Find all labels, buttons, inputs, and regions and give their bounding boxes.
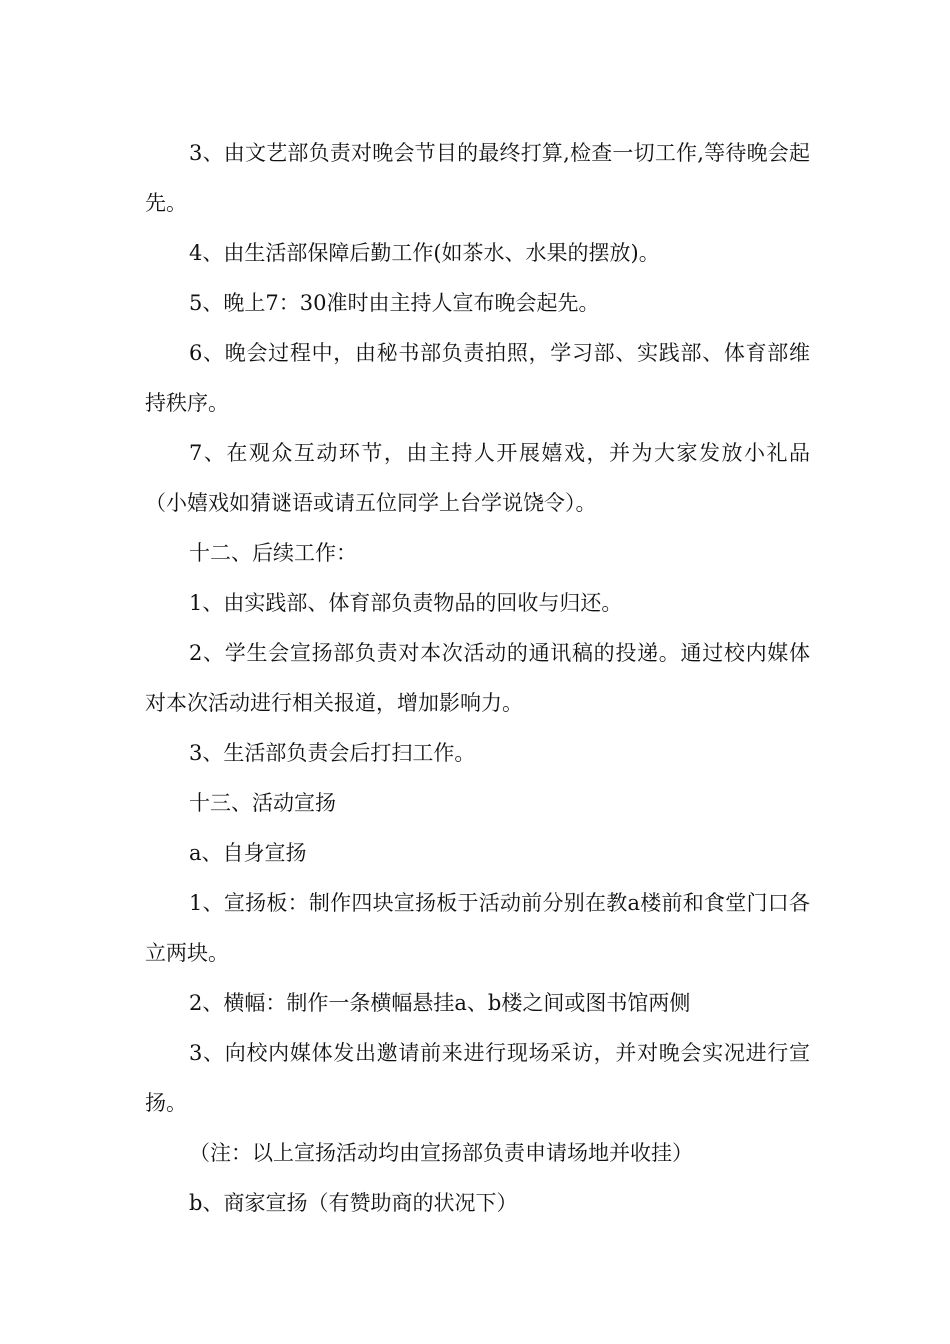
paragraph: 1、由实践部、体育部负责物品的回收与归还。 <box>189 591 623 615</box>
paragraph: 1、宣扬板：制作四块宣扬板于活动前分别在教a楼前和食堂门口各立两块。 <box>145 891 810 965</box>
paragraph: 6、晚会过程中，由秘书部负责拍照，学习部、实践部、体育部维持秩序。 <box>145 341 810 415</box>
section-heading: 十二、后续工作： <box>189 541 357 565</box>
paragraph: 3、向校内媒体发出邀请前来进行现场采访，并对晚会实况进行宣扬。 <box>145 1041 810 1115</box>
paragraph: 4、由生活部保障后勤工作(如茶水、水果的摆放)。 <box>189 241 660 265</box>
paragraph: 3、由文艺部负责对晚会节目的最终打算,检查一切工作,等待晚会起先。 <box>145 141 810 215</box>
subsection-heading: b、商家宣扬（有赞助商的状况下） <box>189 1191 518 1215</box>
paragraph: 3、生活部负责会后打扫工作。 <box>189 741 476 765</box>
note-paragraph: （注：以上宣扬活动均由宣扬部负责申请场地并收挂） <box>189 1141 693 1165</box>
document-body <box>145 128 810 1228</box>
paragraph: 7、在观众互动环节，由主持人开展嬉戏，并为大家发放小礼品（小嬉戏如猜谜语或请五位同学上台学说饶令）。 <box>145 441 810 515</box>
section-heading: 十三、活动宣扬 <box>189 791 336 815</box>
paragraph: 5、晚上7：30准时由主持人宣布晚会起先。 <box>189 291 600 315</box>
paragraph: 2、横幅：制作一条横幅悬挂a、b楼之间或图书馆两侧 <box>189 991 691 1015</box>
paragraph: 2、学生会宣扬部负责对本次活动的通讯稿的投递。通过校内媒体对本次活动进行相关报道，增加影响力。 <box>145 641 810 715</box>
subsection-heading: a、自身宣扬 <box>189 841 307 865</box>
